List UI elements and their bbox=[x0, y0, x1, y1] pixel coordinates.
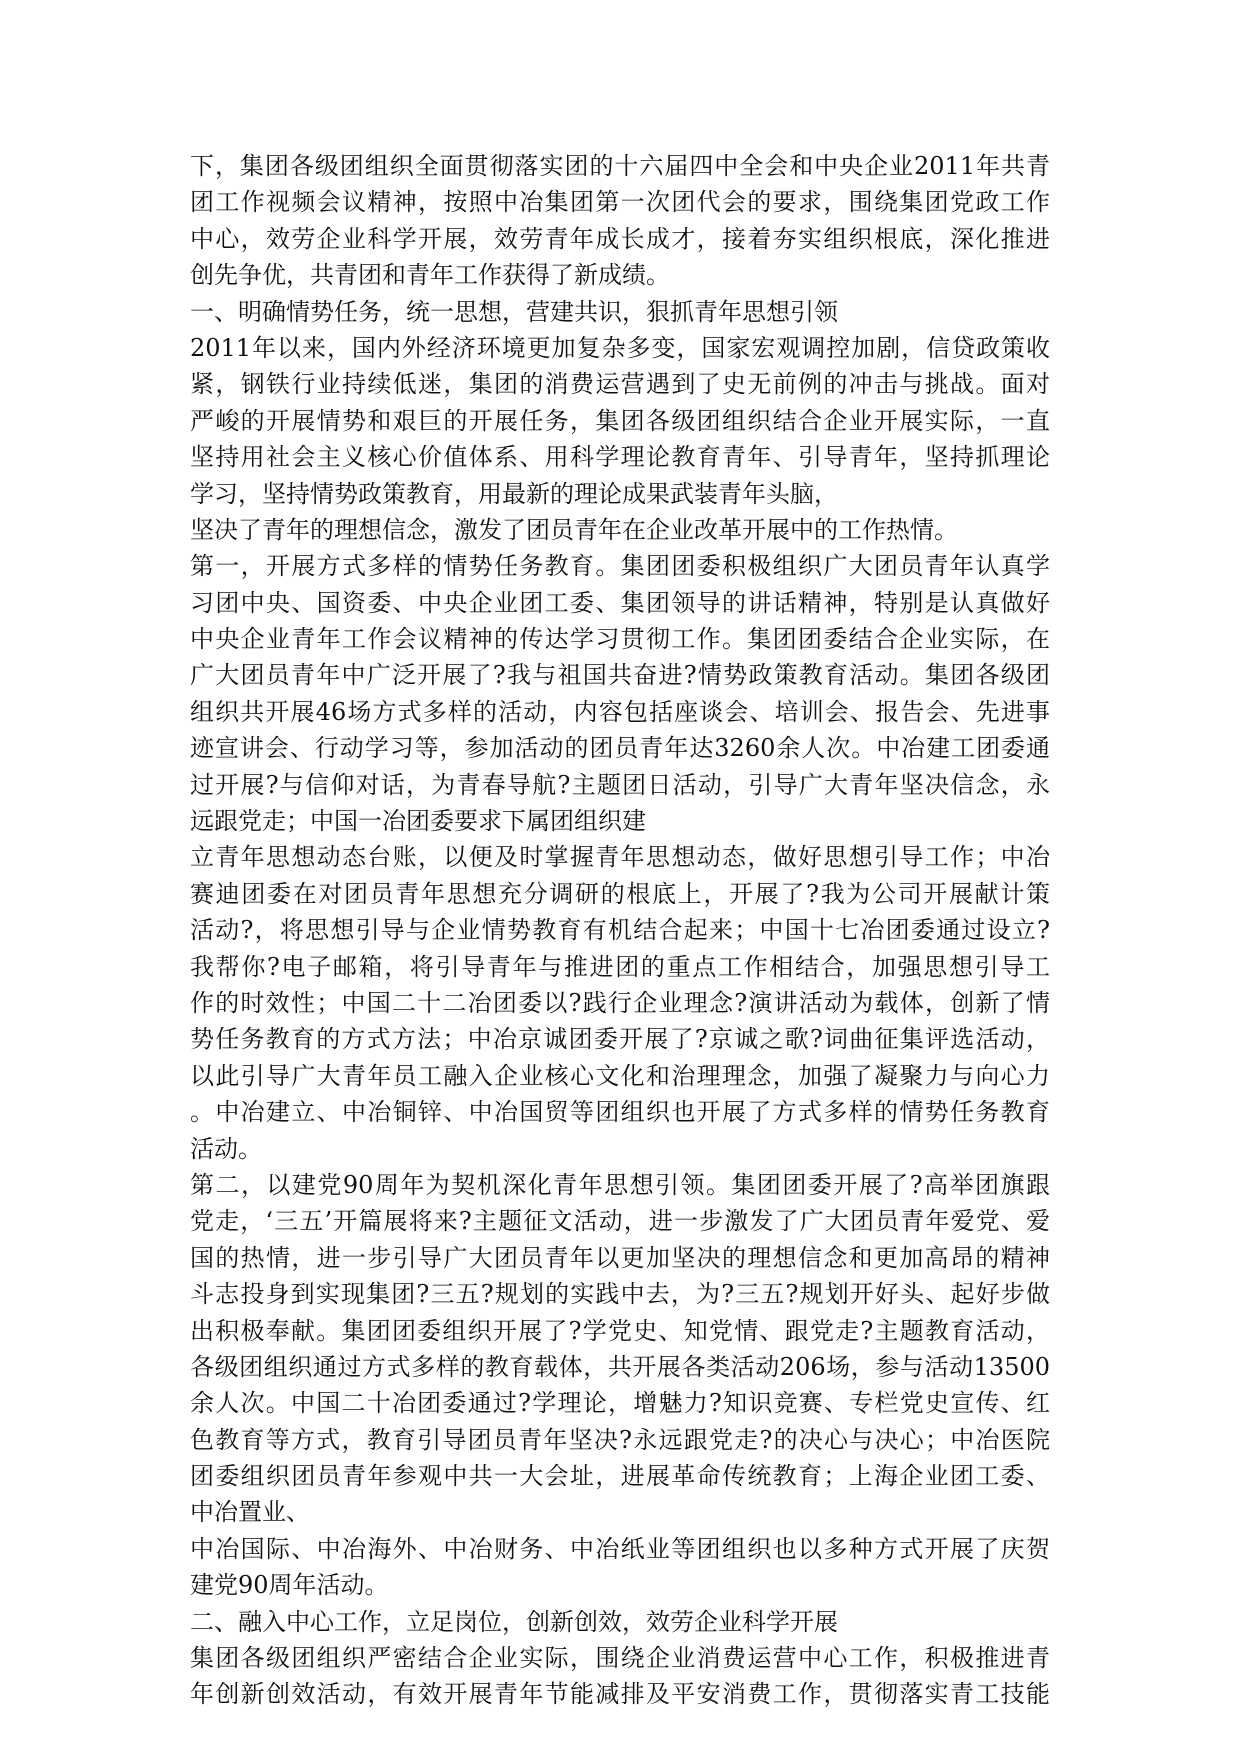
text-line: 中冶国际、中冶海外、中冶财务、中冶纸业等团组织也以多种方式开展了庆贺 bbox=[190, 1534, 1050, 1563]
text-line: 出积极奉献。集团团委组织开展了?学党史、知党情、跟党走?主题教育活动， bbox=[190, 1316, 1050, 1345]
text-line: 过开展?与信仰对话，为青春导航?主题团日活动，引导广大青年坚决信念，永 bbox=[190, 770, 1050, 799]
text-line: 坚决了青年的理想信念，激发了团员青年在企业改革开展中的工作热情。 bbox=[190, 515, 958, 544]
text-line: 学习，坚持情势政策教育，用最新的理论成果武装青年头脑， bbox=[190, 479, 838, 508]
text-line: 党走，‘三五’开篇展将来?主题征文活动，进一步激发了广大团员青年爱党、爱 bbox=[190, 1207, 1050, 1236]
text-line: 斗志投身到实现集团?三五?规划的实践中去，为?三五?规划开好头、起好步做 bbox=[190, 1280, 1050, 1309]
text-line: 下，集团各级团组织全面贯彻落实团的十六届四中全会和中央企业2011年共青 bbox=[190, 152, 1050, 180]
text-line: 创先争优，共青团和青年工作获得了新成绩。 bbox=[190, 261, 670, 290]
text-line: 第二，以建党90周年为契机深化青年思想引领。集团团委开展了?高举团旗跟 bbox=[190, 1170, 1050, 1199]
text-line: 习团中央、国资委、中央企业团工委、集团领导的讲话精神，特别是认真做好 bbox=[190, 588, 1050, 617]
text-line: 团委组织团员青年参观中共一大会址，进展革命传统教育；上海企业团工委、 bbox=[190, 1462, 1050, 1491]
text-line: 第一，开展方式多样的情势任务教育。集团团委积极组织广大团员青年认真学 bbox=[190, 552, 1050, 581]
text-line: 我帮你?电子邮箱，将引导青年与推进团的重点工作相结合，加强思想引导工 bbox=[190, 952, 1050, 981]
text-line: 立青年思想动态台账，以便及时掌握青年思想动态，做好思想引导工作；中冶 bbox=[190, 843, 1050, 872]
text-line: 国的热情，进一步引导广大团员青年以更加坚决的理想信念和更加高昂的精神 bbox=[190, 1243, 1050, 1272]
text-line: 组织共开展46场方式多样的活动，内容包括座谈会、培训会、报告会、先进事 bbox=[190, 697, 1050, 726]
text-line: 团工作视频会议精神，按照中冶集团第一次团代会的要求，围绕集团党政工作 bbox=[190, 188, 1050, 217]
text-line: 严峻的开展情势和艰巨的开展任务，集团各级团组织结合企业开展实际，一直 bbox=[190, 406, 1050, 435]
text-line: 以此引导广大青年员工融入企业核心文化和治理理念，加强了凝聚力与向心力 bbox=[190, 1061, 1050, 1090]
text-line: 。中冶建立、中冶铜锌、中冶国贸等团组织也开展了方式多样的情势任务教育 bbox=[190, 1098, 1050, 1127]
text-line: 作的时效性；中国二十二冶团委以?践行企业理念?演讲活动为载体，创新了情 bbox=[190, 988, 1050, 1017]
text-line: 远跟党走；中国一冶团委要求下属团组织建 bbox=[190, 807, 646, 836]
text-line: 色教育等方式，教育引导团员青年坚决?永远跟党走?的决心与决心；中冶医院 bbox=[190, 1425, 1050, 1454]
text-line: 各级团组织通过方式多样的教育载体，共开展各类活动206场，参与活动13500 bbox=[190, 1352, 1050, 1381]
text-line: 势任务教育的方式方法；中冶京诚团委开展了?京诚之歌?词曲征集评选活动， bbox=[190, 1025, 1050, 1054]
text-line: 活动?，将思想引导与企业情势教育有机结合起来；中国十七冶团委通过设立? bbox=[190, 916, 1050, 945]
text-line: 中心，效劳企业科学开展，效劳青年成长成才，接着夯实组织根底，深化推进 bbox=[190, 224, 1050, 253]
text-line: 坚持用社会主义核心价值体系、用科学理论教育青年、引导青年，坚持抓理论 bbox=[190, 443, 1050, 472]
text-line: 建党90周年活动。 bbox=[190, 1571, 389, 1600]
text-line: 余人次。中国二十冶团委通过?学理论，增魅力?知识竞赛、专栏党史宣传、红 bbox=[190, 1389, 1050, 1418]
text-line: 二、融入中心工作，立足岗位，创新创效，效劳企业科学开展 bbox=[190, 1607, 838, 1636]
text-line: 2011年以来，国内外经济环境更加复杂多变，国家宏观调控加剧，信贷政策收 bbox=[190, 333, 1050, 362]
text-line: 活动。 bbox=[190, 1134, 262, 1163]
text-line: 中冶置业、 bbox=[190, 1498, 310, 1527]
text-line: 紧，钢铁行业持续低迷，集团的消费运营遇到了史无前例的冲击与挑战。面对 bbox=[190, 370, 1050, 399]
text-line: 年创新创效活动，有效开展青年节能减排及平安消费工作，贯彻落实青工技能 bbox=[190, 1680, 1050, 1709]
text-line: 一、明确情势任务，统一思想，营建共识，狠抓青年思想引领 bbox=[190, 297, 838, 326]
document-page bbox=[190, 148, 1050, 1713]
text-line: 广大团员青年中广泛开展了?我与祖国共奋进?情势政策教育活动。集团各级团 bbox=[190, 661, 1050, 690]
text-line: 赛迪团委在对团员青年思想充分调研的根底上，开展了?我为公司开展献计策 bbox=[190, 879, 1050, 908]
text-line: 集团各级团组织严密结合企业实际，围绕企业消费运营中心工作，积极推进青 bbox=[190, 1644, 1050, 1673]
text-line: 迹宣讲会、行动学习等，参加活动的团员青年达3260余人次。中冶建工团委通 bbox=[190, 734, 1050, 763]
text-line: 中央企业青年工作会议精神的传达学习贯彻工作。集团团委结合企业实际，在 bbox=[190, 625, 1050, 654]
